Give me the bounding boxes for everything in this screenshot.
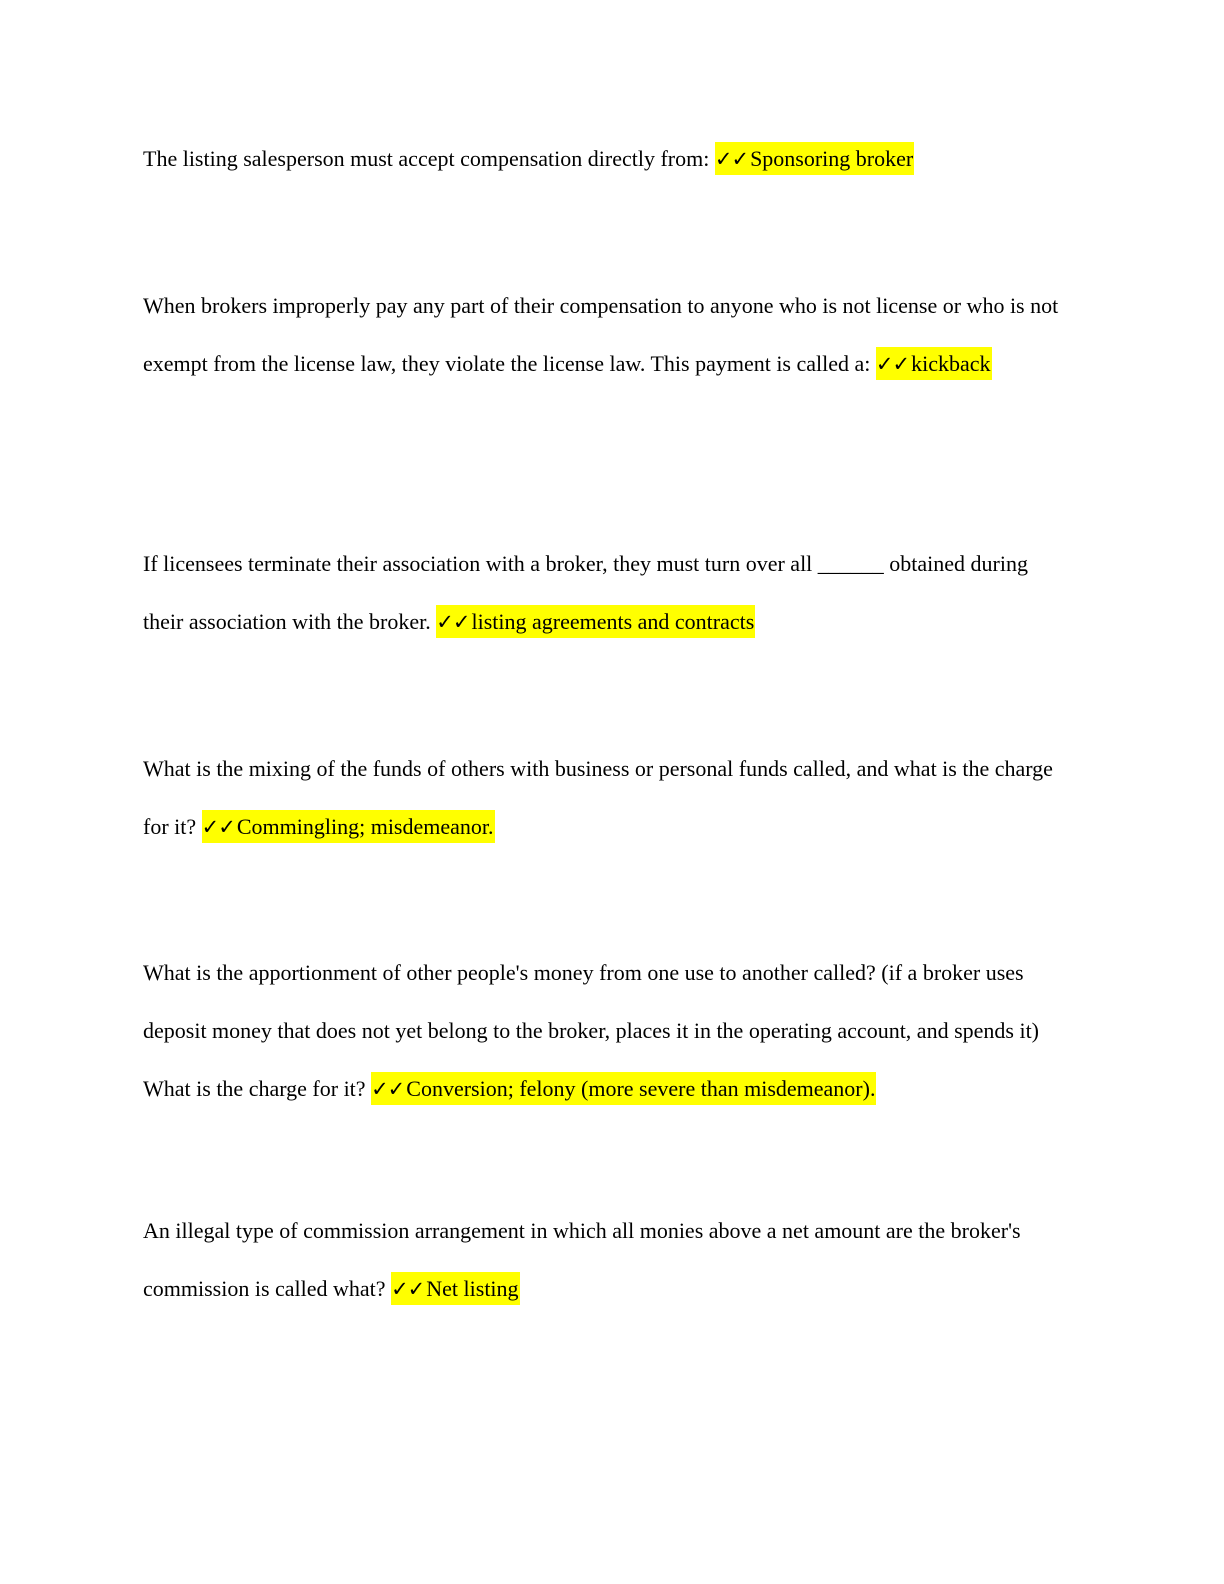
answer-highlight	[436, 605, 755, 638]
answer-text: Sponsoring broker	[750, 146, 914, 171]
question-text: The listing salesperson must accept compensation directly from:	[143, 146, 715, 171]
question-text: If licensees terminate their association with a broker, they must turn over all ______ obtained during their association with the broker.	[143, 551, 1028, 634]
answer-highlight	[391, 1272, 519, 1305]
question-text: When brokers improperly pay any part of their compensation to anyone who is not license or who is not exempt from the license law, they violate the license law. This payment is called a:	[143, 293, 1059, 376]
double-check-icon: ✓✓	[436, 610, 470, 634]
answer-highlight	[202, 810, 495, 843]
answer-text: Commingling; misdemeanor.	[236, 814, 494, 839]
answer-text: listing agreements and contracts	[471, 609, 755, 634]
answer-text: Conversion; felony (more severe than misdemeanor).	[406, 1076, 876, 1101]
question-text: What is the mixing of the funds of others with business or personal funds called, and what is the charge for it?	[143, 756, 1053, 839]
qa-item	[143, 277, 1073, 393]
qa-item	[143, 535, 1073, 651]
qa-item	[143, 1202, 1073, 1318]
answer-text: kickback	[911, 351, 991, 376]
answer-text: Net listing	[426, 1276, 519, 1301]
qa-item	[143, 944, 1073, 1118]
answer-highlight	[876, 347, 992, 380]
qa-item	[143, 130, 1073, 188]
qa-item	[143, 740, 1073, 856]
double-check-icon: ✓✓	[201, 815, 235, 839]
double-check-icon: ✓✓	[714, 147, 749, 171]
answer-highlight	[371, 1072, 876, 1105]
question-text: What is the apportionment of other people's money from one use to another called? (if a broker uses deposit money that does not yet belong to the broker, places it in the operating account, and spends it) What is the charge for it?	[143, 960, 1040, 1101]
double-check-icon: ✓✓	[875, 352, 910, 376]
double-check-icon: ✓✓	[371, 1077, 405, 1101]
question-text: An illegal type of commission arrangement in which all monies above a net amount are the broker's commission is called what?	[143, 1218, 1021, 1301]
double-check-icon: ✓✓	[391, 1277, 425, 1301]
answer-highlight	[715, 142, 914, 175]
